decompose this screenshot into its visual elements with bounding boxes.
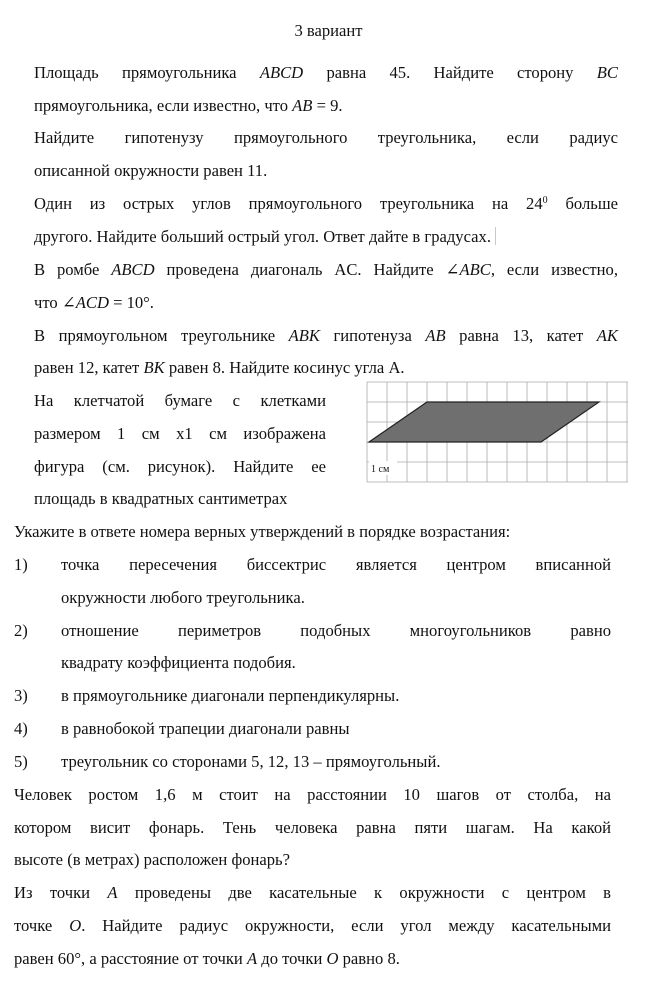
- task-2-line-1: Найдите гипотенузу прямоугольного треугольника, если радиус: [34, 128, 618, 147]
- task-9-line-3: равен 60°, а расстояние от точки A до точки O равно 8.: [14, 949, 400, 968]
- task-1-line-2: прямоугольника, если известно, что AB = 9.: [34, 96, 343, 115]
- list-item-text: в прямоугольнике диагонали перпендикулярны.: [61, 686, 400, 705]
- list-item-number: 3): [14, 686, 28, 705]
- parallelogram-shape: [369, 402, 599, 442]
- list-item-number: 2): [14, 621, 28, 640]
- text-cursor: [495, 227, 496, 245]
- task-3-line-2: другого. Найдите больший острый угол. Ответ дайте в градусах.: [34, 226, 618, 248]
- grid-figure: [366, 381, 629, 483]
- task-9-line-1: Из точки A проведены две касательные к окружности с центром в: [14, 883, 611, 902]
- task-6-line-3: фигура (см. рисунок). Найдите ее: [34, 457, 326, 476]
- task-8-line-1: Человек ростом 1,6 м стоит на расстоянии 10 шагов от столба, на: [14, 785, 611, 804]
- task-9-line-2: точке O. Найдите радиус окружности, если угол между касательными: [14, 916, 611, 935]
- task-6-line-2: размером 1 см х1 см изображена: [34, 424, 326, 443]
- task-4-line-1: В ромбе ABCD проведена диагональ AC. Найдите ∠ABC, если известно,: [34, 260, 618, 279]
- scale-label: 1 см: [371, 464, 390, 475]
- task-6-line-4: площадь в квадратных сантиметрах: [34, 489, 288, 508]
- task-2-line-2: описанной окружности равен 11.: [34, 161, 268, 180]
- task-4-line-2: что ∠ACD = 10°.: [34, 293, 154, 312]
- task-5-line-1: В прямоугольном треугольнике ABK гипотенуза AB равна 13, катет AK: [34, 326, 618, 345]
- page-title: 3 вариант: [294, 21, 363, 40]
- task-8-line-3: высоте (в метрах) расположен фонарь?: [14, 850, 290, 869]
- task-1-line-1: Площадь прямоугольника ABCD равна 45. Найдите сторону BC: [34, 63, 618, 82]
- task-7-intro: Укажите в ответе номера верных утверждений в порядке возрастания:: [14, 522, 511, 541]
- list-item-text: точка пересечения биссектрис является центром вписанной: [61, 555, 611, 574]
- list-item-text: отношение периметров подобных многоугольников равно: [61, 621, 611, 640]
- task-3-line-1: Один из острых углов прямоугольного треугольника на $24^0$ больше: [34, 194, 618, 213]
- list-item-number: 4): [14, 719, 28, 738]
- list-item-number: 5): [14, 752, 28, 771]
- task-8-line-2: котором висит фонарь. Тень человека равна пяти шагам. На какой: [14, 818, 611, 837]
- list-item-number: 1): [14, 555, 28, 574]
- list-item-text: окружности любого треугольника.: [61, 588, 305, 607]
- task-6-line-1: На клетчатой бумаге с клетками: [34, 391, 326, 410]
- list-item-text: квадрату коэффициента подобия.: [61, 653, 296, 672]
- task-5-line-2: равен 12, катет BK равен 8. Найдите косинус угла A.: [34, 358, 405, 377]
- list-item-text: треугольник со сторонами 5, 12, 13 – прямоугольный.: [61, 752, 441, 771]
- list-item-text: в равнобокой трапеции диагонали равны: [61, 719, 350, 738]
